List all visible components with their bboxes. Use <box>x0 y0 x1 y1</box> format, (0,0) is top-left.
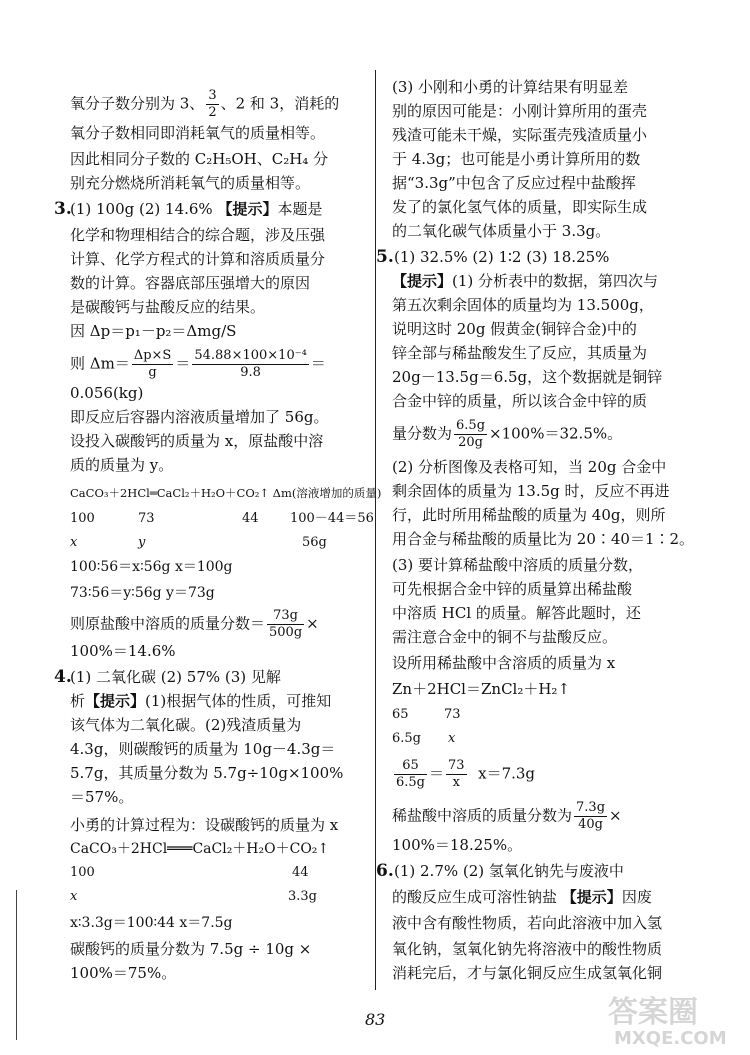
question-number: 5. <box>376 247 394 267</box>
text-line: 需注意合金中的铜不与盐酸反应。 <box>392 628 618 646</box>
text-line: 该气体为二氧化碳。(2)残渣质量为 <box>70 716 302 734</box>
text-line: 发了的氯化氢气体的质量，即实际生成 <box>392 198 648 216</box>
text-line: 是碳酸钙与盐酸反应的结果。 <box>70 298 266 316</box>
text-line: 合金中锌的质量，所以该合金中锌的质 <box>392 392 648 410</box>
fraction: $\frac{\text{54.88×100×10⁻⁴}}{9.8}$ <box>194 348 307 380</box>
hint-label: 【提示】 <box>392 272 453 290</box>
hint-label: 【提示】 <box>561 888 622 906</box>
text-line: 据“3.3g”中包含了反应过程中盐酸挥 <box>392 174 636 192</box>
text-line: (3) 小刚和小勇的计算结果有明显差 <box>392 78 629 96</box>
text-line: (1) 32.5% (2) 1∶2 (3) 18.25% <box>394 248 610 266</box>
text-line: 的二氧化碳气体质量小于 3.3g。 <box>392 222 611 240</box>
hint-label: 【提示】 <box>217 200 278 218</box>
fraction: $\frac{65}{6.5g}$ <box>396 758 425 790</box>
text-line: 100%＝75%。 <box>70 964 177 982</box>
formula-line: x∶3.3g＝100∶44 x＝7.5g <box>70 915 233 931</box>
text-line: 化学和物理相结合的综合题，涉及压强 <box>70 226 326 244</box>
text-line: 残渣可能未干燥，实际蛋壳残渣质量小 <box>392 126 648 144</box>
watermark-logo <box>600 990 740 1050</box>
text-line: ＝57%。 <box>70 788 134 806</box>
text-line: 【提示】(1) 分析表中的数据，第四次与 <box>392 272 659 290</box>
fraction: $\frac{\Delta p\times S}{g}$ <box>133 348 172 380</box>
formula-line: 稀盐酸中溶质的质量分数为 $\frac{7.3g}{40g}$ × <box>392 800 622 832</box>
fraction: $\frac{7.3g}{40g}$ <box>576 800 606 832</box>
text-line: 的酸反应生成可溶性钠盐 【提示】因废 <box>392 888 652 906</box>
text-line: 即反应后容器内溶液质量增加了 56g。 <box>70 408 329 426</box>
text-line: (3) 要计算稀盐酸中溶质的质量分数， <box>392 556 644 574</box>
text-line: 设投入碳酸钙的质量为 x，原盐酸中溶 <box>70 432 324 450</box>
page-number: 83 <box>365 1010 386 1029</box>
text-line: 液中含有酸性物质，若向此溶液中加入氢 <box>392 914 663 932</box>
formula-line: $\frac{65}{6.5g}$ ＝ $\frac{73}{x}$ x＝7.3g <box>396 758 536 790</box>
formula-line: 100%＝18.25%。 <box>392 836 523 854</box>
fraction: $\frac{3}{2}$ <box>208 88 217 120</box>
text-line: 消耗完后，才与氯化铜反应生成氢氧化铜 <box>392 964 663 982</box>
formula-line: 100%＝14.6% <box>70 642 176 660</box>
formula-line: 73∶56＝y∶56g y＝73g <box>70 585 215 601</box>
fraction: $\frac{6.5g}{20g}$ <box>456 418 486 450</box>
chemical-equation: CaCO₃＋2HCl═CaCl₂＋H₂O＋CO₂↑ Δm(溶液增加的质量) <box>70 486 382 500</box>
text-line: 于 4.3g；也可能是小勇计算所用的数 <box>392 150 641 168</box>
text-line: 计算、化学方程式的计算和溶质质量分 <box>70 250 326 268</box>
column-divider <box>375 70 376 990</box>
text-line: 碳酸钙的质量分数为 7.5g ÷ 10g × <box>70 940 312 958</box>
text-line: 别充分燃烧所消耗氧气的质量相等。 <box>70 174 311 192</box>
text-line: 锌全部与稀盐酸发生了反应，其质量为 <box>392 344 648 362</box>
text-line: 行，此时所用稀盐酸的质量为 40g，则所 <box>392 506 666 524</box>
text-line: 别的原因可能是：小刚计算所用的蛋壳 <box>392 102 648 120</box>
formula-line: 100∶56＝x∶56g x＝100g <box>70 559 233 575</box>
text-line: 氧分子数相同即消耗氧气的质量相等。 <box>70 124 326 142</box>
text-line: (1) 100g (2) 14.6% 【提示】本题是 <box>70 200 323 218</box>
text-line: (2) 分析图像及表格可知，当 20g 合金中 <box>392 458 667 476</box>
text-line: 4.3g，则碳酸钙的质量为 10g－4.3g＝ <box>70 740 336 758</box>
text-line: 小勇的计算过程为：设碳酸钙的质量为 x <box>70 816 339 834</box>
text-line: 数的计算。容器底部压强增大的原因 <box>70 274 311 292</box>
formula-line: 则 Δm＝ $\frac{\Delta p\times S}{g}$ ＝ $\frac{\text{54.88×100×10⁻⁴}}{9.8}$ ＝ <box>70 348 326 380</box>
formula-line: 则原盐酸中溶质的质量分数＝ $\frac{73g}{500g}$ × <box>70 608 319 640</box>
text-line: 说明这时 20g 假黄金(铜锌合金)中的 <box>392 320 637 338</box>
fraction: $\frac{73g}{500g}$ <box>269 608 303 640</box>
question-number: 6. <box>376 861 394 881</box>
svg-text:MXQE.COM: MXQE.COM <box>614 1028 727 1049</box>
chemical-equation: CaCO₃＋2HCl═══CaCl₂＋H₂O＋CO₂↑ <box>70 841 330 857</box>
chemical-equation: Zn＋2HCl＝ZnCl₂＋H₂↑ <box>392 680 571 698</box>
formula-line: 因 Δp＝p₁－p₂＝Δmg/S <box>70 322 237 340</box>
question-number: 3. <box>54 199 72 219</box>
text-line: 氧化钠，氢氧化钠先将溶液中的酸性物质 <box>392 940 663 958</box>
hint-label: 【提示】 <box>85 692 146 710</box>
text-line: 用合金与稀盐酸的质量比为 20∶40＝1∶2。 <box>392 530 695 548</box>
text-line: (1) 2.7% (2) 氢氧化钠先与废液中 <box>394 862 624 880</box>
text-line: 5.7g，其质量分数为 5.7g÷10g×100% <box>70 764 344 782</box>
question-number: 4. <box>54 667 72 687</box>
text-line: 氧分子数分别为 3、 $\frac{3}{2}$ 、2 和 3，消耗的 <box>70 88 340 120</box>
fraction: $\frac{73}{x}$ <box>448 758 465 790</box>
text-line: 0.056(kg) <box>70 384 144 402</box>
text-line: 因此相同分子数的 C₂H₅OH、C₂H₄ 分 <box>70 150 329 168</box>
text-line: 第五次剩余固体的质量均为 13.500g， <box>392 296 654 314</box>
text-line: (1) 二氧化碳 (2) 57% (3) 见解 <box>70 668 281 686</box>
svg-text:答案圈: 答案圈 <box>608 995 698 1030</box>
text-line: 可先根据合金中锌的质量算出稀盐酸 <box>392 580 633 598</box>
formula-line: 量分数为 $\frac{6.5g}{20g}$ ×100%＝32.5%。 <box>392 418 623 450</box>
text-line: 设所用稀盐酸中含溶质的质量为 x <box>392 654 616 672</box>
text-line: 中溶质 HCl 的质量。解答此题时，还 <box>392 604 641 622</box>
text-line: 20g－13.5g＝6.5g，这个数据就是铜锌 <box>392 368 663 386</box>
text-line: 析【提示】(1)根据气体的性质，可推知 <box>70 692 332 710</box>
text-line: 剩余固体的质量为 13.5g 时，反应不再进 <box>392 482 670 500</box>
margin-rule <box>16 890 17 1040</box>
text-line: 质的质量为 y。 <box>70 456 174 474</box>
